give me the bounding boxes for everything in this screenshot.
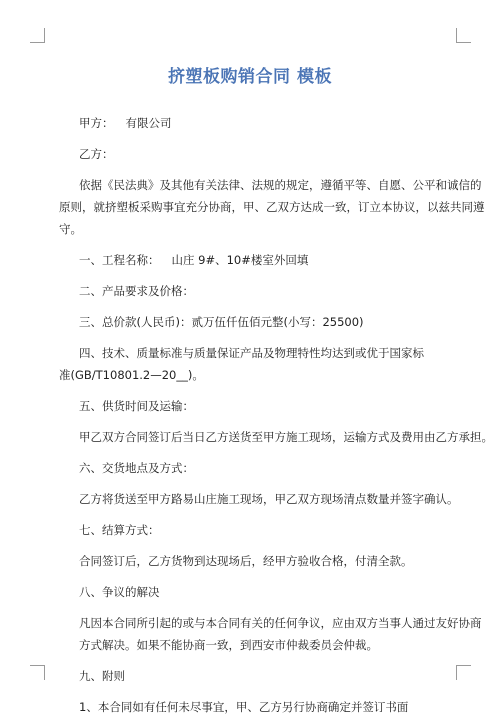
document-body [59, 112, 493, 727]
section-9-heading: 九、附则 [79, 669, 125, 683]
preamble-line-3: 守。 [59, 222, 82, 236]
crop-mark-top-left [30, 28, 45, 43]
section-1-heading [79, 249, 461, 271]
section-7-body: 合同签订后，乙方货物到达现场后，经甲方验收合格，付清全款。 [79, 554, 413, 568]
crop-mark-bottom-left [30, 665, 45, 680]
preamble-paragraph [59, 174, 485, 240]
section-3-heading: 三、总价款(人民币)：贰万伍仟伍佰元整(小写：25500) [79, 315, 364, 329]
document-title: 挤塑板购销合同 模板 [168, 67, 332, 87]
section-1-label: 一、工程名称： [79, 253, 160, 267]
section-5-body: 甲乙双方合同签订后当日乙方送货至甲方施工现场，运输方式及费用由乙方承担。 [79, 430, 493, 444]
section-4-line-2: 准(GB/T10801.2—20__)。 [59, 368, 204, 382]
section-6-heading: 六、交货地点及方式： [79, 461, 194, 475]
section-1-value: 山庄 9#、10#楼室外回填 [171, 253, 309, 267]
crop-mark-top-right [456, 28, 471, 43]
section-8-heading: 八、争议的解决 [79, 585, 160, 599]
section-8-paragraph [79, 612, 482, 656]
party-a-value: 有限公司 [125, 116, 172, 130]
party-a-line [79, 112, 461, 134]
section-9-item-1: 1、本合同如有任何未尽事宜，甲、乙方另行协商确定并签订书面 [79, 700, 409, 714]
section-6-body: 乙方将货送至甲方路易山庄施工现场，甲乙双方现场清点数量并签字确认。 [79, 492, 459, 506]
section-7-heading: 七、结算方式： [79, 523, 160, 537]
section-8-line-1: 凡因本合同所引起的或与本合同有关的任何争议，应由双方当事人通过友好协商 [79, 616, 482, 630]
party-b-line [79, 143, 461, 165]
section-8-line-2: 方式解决。如果不能协商一致，到西安市仲裁委员会仲裁。 [79, 638, 378, 652]
preamble-line-1: 依据《民法典》及其他有关法律、法规的规定，遵循平等、自愿、公平和诚信的 [79, 178, 482, 192]
section-2-heading: 二、产品要求及价格： [79, 284, 194, 298]
party-b-label: 乙方： [79, 147, 114, 161]
preamble-line-2: 原则，就挤塑板采购事宜充分协商，甲、乙双方达成一致，订立本协议，以兹共同遵 [59, 200, 485, 214]
party-a-label: 甲方： [79, 116, 114, 130]
section-4-paragraph [59, 342, 461, 386]
section-4-line-1: 四、技术、质量标准与质量保证产品及物理特性均达到或优于国家标 [79, 346, 424, 360]
section-5-heading: 五、供货时间及运输： [79, 399, 194, 413]
